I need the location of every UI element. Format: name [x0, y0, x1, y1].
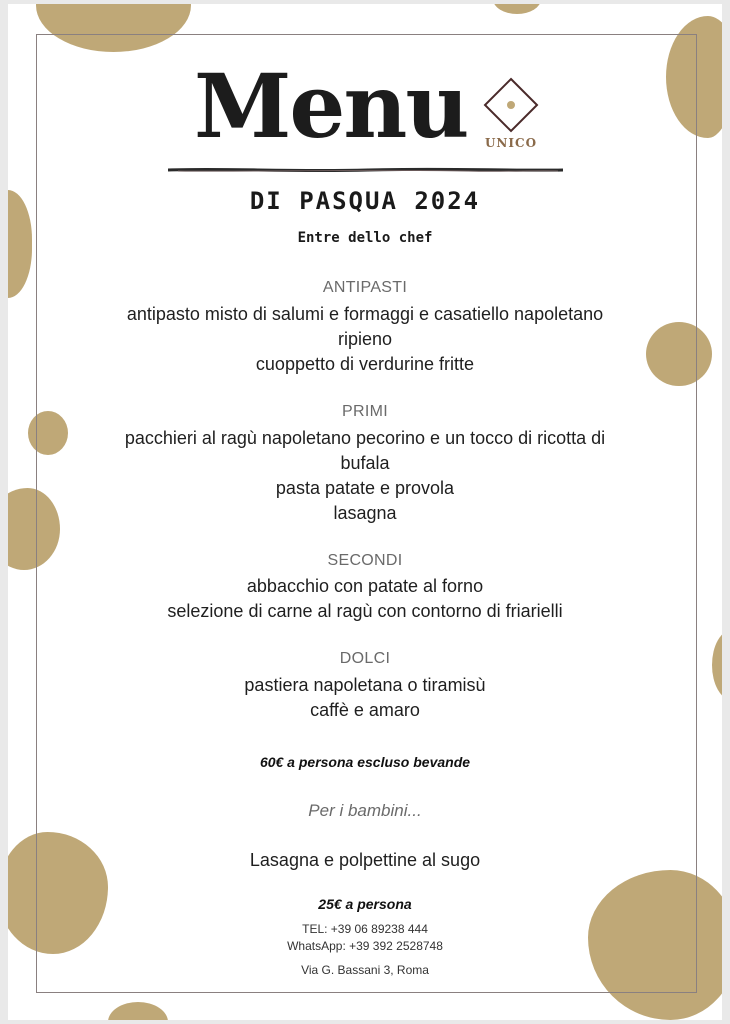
contact-whatsapp: WhatsApp: +39 392 2528748	[287, 939, 443, 953]
menu-item: selezione di carne al ragù con contorno di friarielli	[167, 601, 563, 621]
menu-tagline: Entre dello chef	[297, 230, 433, 246]
menu-item: abbacchio con patate al forno	[246, 576, 484, 596]
category-dolci: DOLCI	[339, 650, 391, 667]
category-primi: PRIMI	[342, 403, 388, 420]
decor-blob	[108, 1002, 168, 1020]
logo-text: UNICO	[484, 136, 538, 150]
kids-label: Per i bambini...	[308, 801, 422, 820]
category-secondi: SECONDI	[327, 552, 403, 569]
contact-tel: TEL: +39 06 89238 444	[302, 922, 428, 936]
category-antipasti: ANTIPASTI	[322, 279, 408, 296]
menu-page	[8, 4, 722, 1020]
contact-address: Via G. Bassani 3, Roma	[301, 963, 429, 977]
kids-item: Lasagna e polpettine al sugo	[249, 850, 481, 870]
kids-price: 25€ a persona	[318, 896, 412, 912]
menu-item: ripieno	[337, 329, 393, 349]
decor-blob	[493, 4, 541, 14]
menu-item: bufala	[340, 453, 390, 473]
unico-logo	[482, 76, 540, 156]
menu-item: pasta patate e provola	[275, 478, 455, 498]
brush-divider	[168, 167, 563, 173]
menu-item: antipasto misto di salumi e formaggi e casatiello napoletano	[126, 304, 604, 324]
menu-subtitle: DI PASQUA 2024	[249, 187, 481, 215]
menu-item: lasagna	[333, 503, 397, 523]
adult-price: 60€ a persona escluso bevande	[259, 754, 471, 770]
menu-item: pastiera napoletana o tiramisù	[244, 675, 486, 695]
menu-item: pacchieri al ragù napoletano pecorino e un tocco di ricotta di	[124, 428, 606, 448]
menu-title: Menu	[194, 54, 468, 158]
menu-item: cuoppetto di verdurine fritte	[255, 354, 475, 374]
menu-item: caffè e amaro	[310, 700, 420, 720]
diamond-logo-icon	[482, 76, 540, 134]
